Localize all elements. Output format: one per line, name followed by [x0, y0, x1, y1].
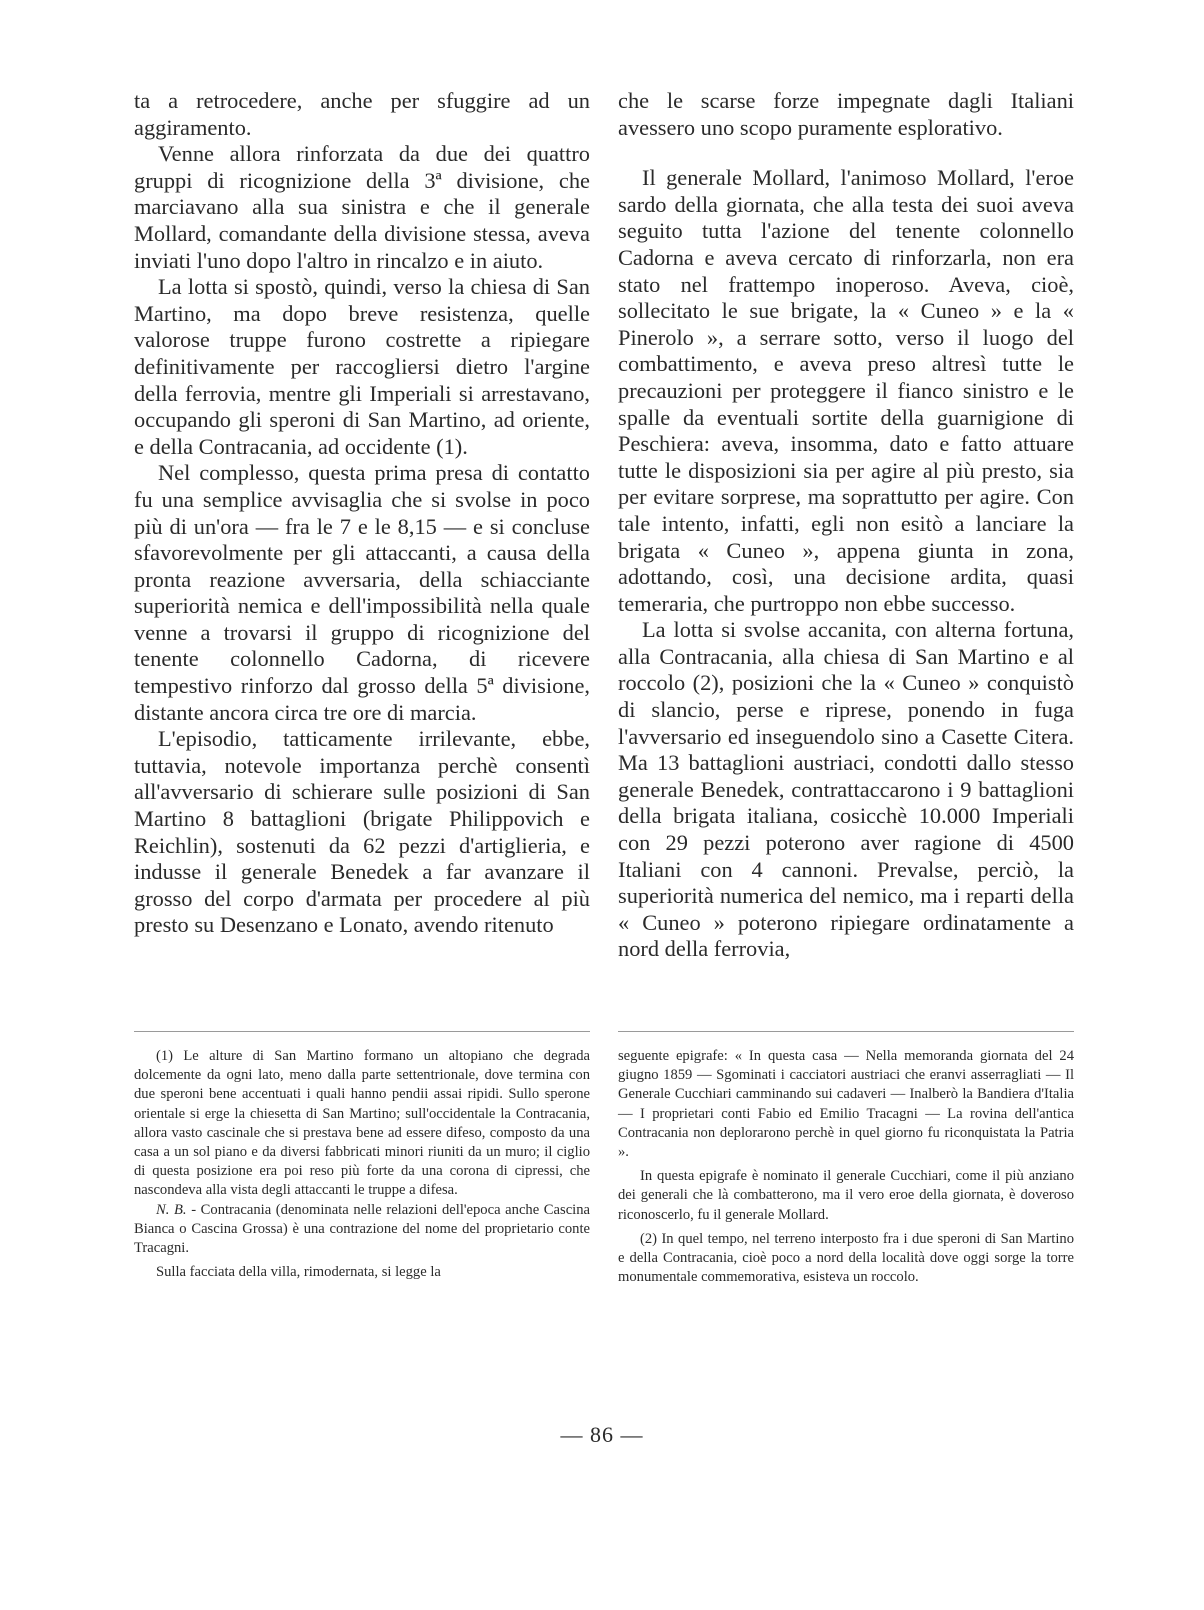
paragraph: ta a retrocedere, anche per sfuggire ad un aggiramento. [134, 88, 590, 140]
page-number: — 86 — [560, 1422, 644, 1447]
footnote-villa: Sulla facciata della villa, rimodernata, si legge la [156, 1264, 441, 1281]
paragraph: Il generale Mollard, l'animoso Mollard, l'eroe sardo della giornata, che alla testa dei suoi aveva seguito tutta l'azione del tenente colonnello Cadorna e aveva cercato di rinforzarla, non era stato nel frattempo inoperoso. Aveva, cioè, sollecitato le sue brigate, la « Cuneo » e la « Pinerolo », a serrare sotto, verso il luogo del combattimento, e aveva preso altresì tutte le precauzioni per proteggere il fianco sinistro e le spalle da eventuali sortite della guarnigione di Peschiera: aveva, insomma, dato e fatto attuare tutte le disposizioni sia per agire al più presto, sia per evitare sorprese, ma soprattutto per agire. Con tale intento, infatti, egli non esitò a lanciare la brigata « Cuneo », appena giunta in zona, adottando, così, una decisione ardita, quasi temeraria, che purtroppo non ebbe successo. [618, 165, 1074, 616]
footnote-cucchiari: In questa epigrafe è nominato il generale Cucchiari, come il più anziano dei generali che là combatterono, ma il vero eroe della giornata, è doveroso riconoscerlo, fu il generale Mollard. [618, 1168, 1074, 1223]
nota-bene-label: N. B. [156, 1201, 187, 1218]
footnote-separator-left [134, 1031, 590, 1032]
paragraph: La lotta si spostò, quindi, verso la chiesa di San Martino, ma dopo breve resistenza, quelle valorose truppe furono costrette a ripiegare definitivamente per raccogliersi dietro l'argine della ferrovia, mentre gli Imperiali si arrestavano, occupando gli speroni di San Martino, ad oriente, e della Contracania, ad occidente (1). [134, 274, 590, 459]
footnote-nota-bene [134, 1201, 590, 1259]
footnote-separator-right [618, 1031, 1074, 1032]
footnote-epigraph: seguente epigrafe: « In questa casa — Nella memoranda giornata del 24 giugno 1859 — Sgominati i cacciatori austriaci che eranvi asserragliati — Il Generale Cucchiari camminando sui cadaveri — Inalberò la Bandiera d'Italia — I proprietari conti Fabio ed Emilio Tracagni — La rovina dell'antica Contracania non deplorarono perchè in quel giorno fu riconquistata la Patria ». [618, 1048, 1074, 1161]
footnotes-left-column [134, 1047, 590, 1282]
paragraph: L'episodio, tatticamente irrilevante, ebbe, tuttavia, notevole importanza perchè consentì all'avversario di schierare sulle posizioni di San Martino 8 battaglioni (brigate Philippovich e Reichlin), sostenuti da 62 pezzi d'artiglieria, e indusse il generale Benedek a far avanzare il grosso del corpo d'armata per procedere al più presto su Desenzano e Lonato, avendo ritenuto [134, 726, 590, 938]
paragraph: Venne allora rinforzata da due dei quattro gruppi di ricognizione della 3ª divisione, che marciavano alla sua sinistra e che il generale Mollard, comandante della divisione stessa, aveva inviati l'uno dopo l'altro in rincalzo e in aiuto. [134, 141, 590, 273]
footnote-2: (2) In quel tempo, nel terreno interposto fra i due speroni di San Martino e della Contracania, cioè poco a nord della località dove oggi sorge la torre monumentale commemorativa, esisteva un roccolo. [618, 1230, 1074, 1286]
footnotes-right-column [618, 1047, 1074, 1287]
nota-bene-text: - Contracania (denominata nelle relazioni dell'epoca anche Cascina Bianca o Cascina Grossa) è una contrazione del nome del proprietario conte Tracagni. [134, 1201, 591, 1257]
main-text-right-column [618, 88, 1074, 963]
paragraph: La lotta si svolse accanita, con alterna fortuna, alla Contracania, alla chiesa di San Martino e al roccolo (2), posizioni che la « Cuneo » conquistò di slancio, perse e riprese, ponendo in fuga l'avversario ed inseguendolo sino a Casette Citera. Ma 13 battaglioni austriaci, condotti dallo stesso generale Benedek, contrattaccarono i 9 battaglioni della brigata italiana, cosicchè 10.000 Imperiali con 29 pezzi poterono aver ragione di 4500 Italiani con 4 cannoni. Prevalse, perciò, la superiorità numerica del nemico, ma i reparti della « Cuneo » poterono ripiegare ordinatamente a nord della ferrovia, [618, 617, 1074, 962]
main-text-left-column [134, 88, 590, 939]
paragraph: Nel complesso, questa prima presa di contatto fu una semplice avvisaglia che si svolse in poco più di un'ora — fra le 7 e le 8,15 — e si concluse sfavorevolmente per gli attaccanti, a causa della pronta reazione avversaria, della schiacciante superiorità nemica e dell'impossibilità nella quale venne a trovarsi il gruppo di ricognizione del tenente colonnello Cadorna, di ricevere tempestivo rinforzo dal grosso della 5ª divisione, distante ancora circa tre ore di marcia. [134, 460, 590, 725]
footnote-1: (1) Le alture di San Martino formano un altopiano che degrada dolcemente da ogni lato, meno dalla parte settentrionale, dove termina con due speroni bene accentuati i quali hanno pendii assai ripidi. Sullo sperone orientale si erge la chiesetta di San Martino; sull'occidentale la Contracania, allora vasto cascinale che si prestava bene ad essere difeso, composto da una casa a un sol piano e da diversi fabbricati minori riuniti da un muro; il ciglio di questa posizione era poi reso più forte da una corona di cipressi, che nascondeva alla vista degli attaccanti le truppe a difesa. [134, 1048, 590, 1199]
paragraph: che le scarse forze impegnate dagli Italiani avessero uno scopo puramente esplorativo. [618, 88, 1074, 140]
